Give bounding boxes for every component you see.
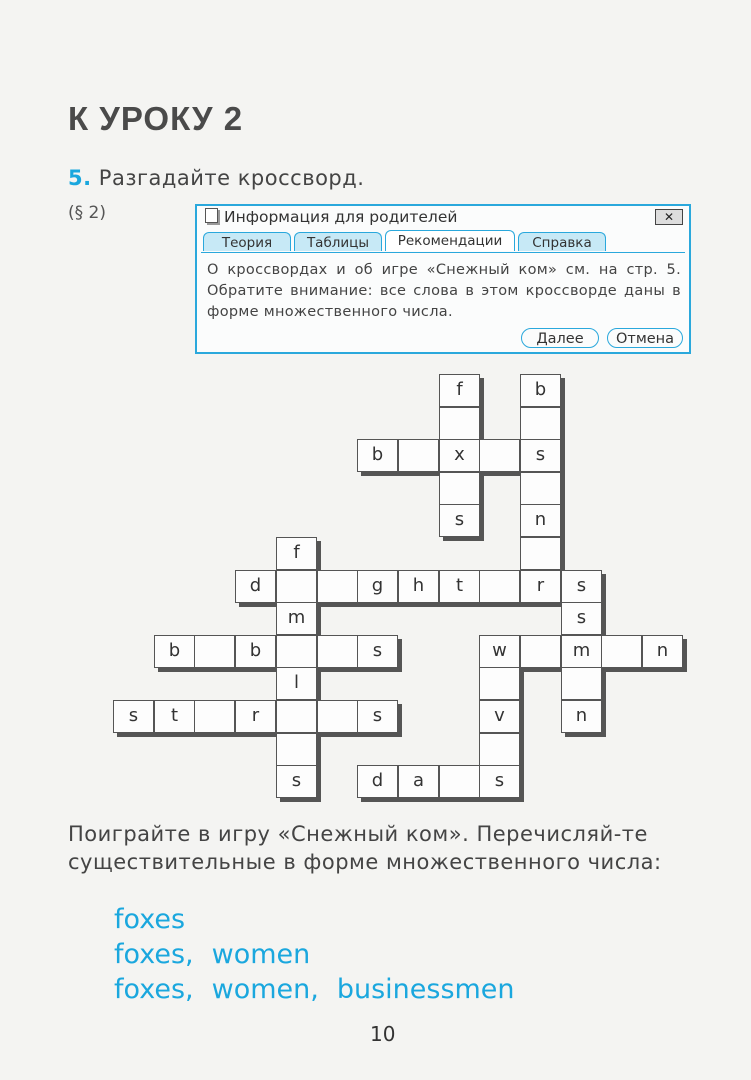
- crossword-cell[interactable]: b: [235, 635, 276, 668]
- crossword-cell[interactable]: f: [276, 537, 317, 570]
- crossword-cell[interactable]: [398, 439, 439, 472]
- crossword-cell[interactable]: r: [235, 700, 276, 733]
- crossword-cell[interactable]: s: [439, 504, 480, 537]
- crossword-cell[interactable]: [561, 667, 602, 700]
- crossword-cell[interactable]: h: [398, 570, 439, 603]
- crossword-cell[interactable]: d: [357, 765, 398, 798]
- crossword-cell[interactable]: b: [520, 374, 561, 407]
- answer-line-2: [114, 939, 328, 970]
- crossword-cell[interactable]: [276, 570, 317, 603]
- crossword-cell[interactable]: [276, 700, 317, 733]
- page-number: 10: [370, 1022, 396, 1046]
- answer-word: foxes: [114, 904, 186, 935]
- crossword-cell[interactable]: s: [276, 765, 317, 798]
- tab-help[interactable]: Справка: [518, 232, 606, 251]
- crossword-cell[interactable]: v: [479, 700, 520, 733]
- next-button[interactable]: Далее: [521, 328, 599, 348]
- crossword-cell[interactable]: [317, 570, 358, 603]
- crossword-cell[interactable]: r: [520, 570, 561, 603]
- answer-word: businessmen: [336, 974, 515, 1005]
- crossword-cell[interactable]: [439, 765, 480, 798]
- task-text: Разгадайте кроссворд.: [98, 166, 365, 190]
- crossword-cell[interactable]: [479, 570, 520, 603]
- crossword-cell[interactable]: [520, 472, 561, 505]
- close-icon[interactable]: ✕: [655, 209, 683, 225]
- crossword-cell[interactable]: [439, 472, 480, 505]
- window-message: О кроссвордах и об игре «Снежный ком» см. на стр. 5. Обратите внимание: все слова в этом кроссворде даны в форме множественного числа.: [207, 262, 681, 320]
- task-number: 5.: [68, 166, 92, 190]
- crossword-cell[interactable]: s: [520, 439, 561, 472]
- answer-word: foxes,: [114, 974, 194, 1005]
- crossword-cell[interactable]: l: [276, 667, 317, 700]
- answer-word: foxes,: [114, 939, 194, 970]
- answer-line-3: [114, 974, 533, 1005]
- crossword-cell[interactable]: s: [113, 700, 154, 733]
- crossword-cell[interactable]: [276, 733, 317, 766]
- cancel-button[interactable]: Отмена: [607, 328, 683, 348]
- answer-word: women,: [211, 974, 319, 1005]
- answer-line-1: [114, 904, 203, 935]
- crossword-cell[interactable]: f: [439, 374, 480, 407]
- crossword-cell[interactable]: s: [479, 765, 520, 798]
- crossword-cell[interactable]: b: [154, 635, 195, 668]
- crossword-cell[interactable]: w: [479, 635, 520, 668]
- crossword-cell[interactable]: a: [398, 765, 439, 798]
- tab-recommendations[interactable]: Рекомендации: [385, 230, 515, 251]
- crossword-cell[interactable]: m: [276, 602, 317, 635]
- tab-theory[interactable]: Теория: [203, 232, 291, 251]
- crossword-cell[interactable]: [601, 635, 642, 668]
- answer-word: women: [211, 939, 311, 970]
- crossword-cell[interactable]: s: [357, 700, 398, 733]
- section-reference: (§ 2): [68, 203, 106, 223]
- crossword-cell[interactable]: m: [561, 635, 602, 668]
- crossword-cell[interactable]: [479, 733, 520, 766]
- tab-tables[interactable]: Таблицы: [294, 232, 382, 251]
- crossword-cell[interactable]: n: [642, 635, 683, 668]
- crossword-cell[interactable]: s: [561, 570, 602, 603]
- crossword-cell[interactable]: x: [439, 439, 480, 472]
- crossword-cell[interactable]: [194, 635, 235, 668]
- crossword-cell[interactable]: n: [561, 700, 602, 733]
- crossword-cell[interactable]: n: [520, 504, 561, 537]
- crossword-cell[interactable]: [317, 700, 358, 733]
- page-title: К УРОКУ 2: [68, 100, 244, 137]
- crossword-cell[interactable]: t: [154, 700, 195, 733]
- crossword-cell[interactable]: [479, 667, 520, 700]
- window-title-text: Информация для родителей: [224, 208, 458, 226]
- crossword-cell[interactable]: [439, 407, 480, 440]
- crossword-cell[interactable]: t: [439, 570, 480, 603]
- crossword-cell[interactable]: [194, 700, 235, 733]
- crossword-cell[interactable]: [479, 439, 520, 472]
- crossword-cell[interactable]: b: [357, 439, 398, 472]
- crossword-cell[interactable]: g: [357, 570, 398, 603]
- crossword-cell[interactable]: [520, 407, 561, 440]
- crossword-cell[interactable]: d: [235, 570, 276, 603]
- crossword-cell[interactable]: s: [561, 602, 602, 635]
- game-instructions: Поиграйте в игру «Снежный ком». Перечисляй-те существительные в форме множественного числа:: [68, 822, 662, 874]
- crossword-cell[interactable]: s: [357, 635, 398, 668]
- crossword-cell[interactable]: [276, 635, 317, 668]
- crossword-cell[interactable]: [520, 635, 561, 668]
- crossword-cell[interactable]: [317, 635, 358, 668]
- crossword-cell[interactable]: [520, 537, 561, 570]
